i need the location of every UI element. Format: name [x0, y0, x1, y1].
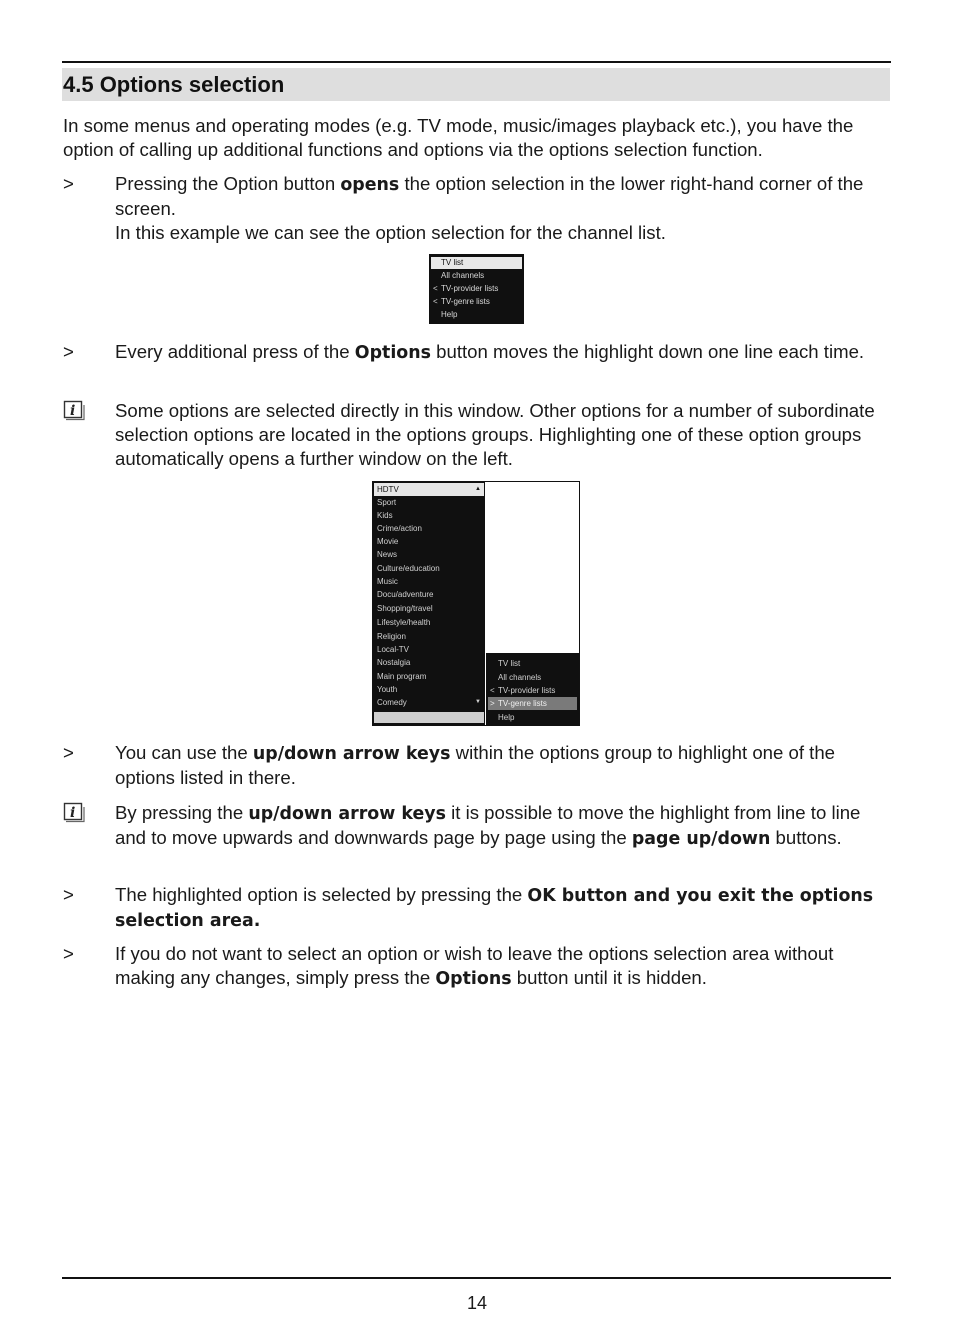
scroll-up-icon: ▲ — [475, 486, 481, 492]
genre-item: Movie — [377, 537, 399, 546]
step-4-bold: OK button and you exit the options selection area. — [115, 886, 874, 931]
page-number: 14 — [466, 1293, 488, 1313]
step-1-text — [115, 172, 891, 245]
step-2-text: Every additional press of the Options button moves the highlight down one line each time. — [115, 341, 865, 363]
step-3-bold: up/down arrow keys — [252, 744, 451, 764]
note-2-bold-2: page up/down — [631, 829, 771, 849]
svg-text:i: i — [70, 805, 76, 821]
note-1-text: Some options are selected directly in this window. Other options for a number of subordinate selection options are located in the options groups. Highlighting one of these option groups automatically opens a further window on the left. — [115, 400, 875, 469]
step-1-line2: In this example we can see the option selection for the channel list. — [115, 222, 666, 243]
chevron-right-icon: > — [490, 699, 495, 708]
genre-item: Crime/action — [377, 524, 422, 533]
step-1-pre: Pressing the Option button — [115, 173, 341, 194]
genre-item: Music — [377, 577, 398, 586]
screen1-item-all-channels: All channels — [441, 271, 485, 280]
step-marker: > — [63, 943, 74, 964]
genre-item: Nostalgia — [377, 658, 411, 667]
screen2-option: TV list — [498, 659, 521, 668]
genre-options-screenshot — [372, 481, 580, 726]
note-2-bold-1: up/down arrow keys — [248, 804, 446, 824]
chevron-left-icon: < — [433, 284, 438, 293]
step-5-bold: Options — [435, 969, 512, 989]
genre-item: Youth — [377, 685, 398, 694]
screen2-option-highlighted: > TV-genre lists — [488, 697, 577, 710]
screen2-option: All channels — [498, 673, 542, 682]
genre-list-footer — [374, 712, 484, 723]
genre-item: News — [377, 550, 398, 559]
step-2-bold: Options — [354, 343, 431, 363]
genre-item: Lifestyle/health — [377, 618, 431, 627]
genre-list-panel — [373, 482, 485, 725]
info-note-icon — [63, 400, 85, 422]
screen1-item-genre-lists: < TV-genre lists — [433, 297, 490, 306]
step-marker: > — [63, 341, 74, 362]
step-5-text: If you do not want to select an option or wish to leave the options selection area without making any changes, simply press the Options button until it is hidden. — [115, 943, 834, 989]
genre-item-hdtv: HDTV ▲ — [374, 483, 484, 496]
genre-item: Local-TV — [377, 645, 410, 654]
genre-item: Kids — [377, 511, 393, 520]
svg-text:i: i — [70, 403, 76, 419]
genre-item: Main program — [377, 672, 427, 681]
genre-item: Culture/education — [377, 564, 440, 573]
note-2-text: By pressing the up/down arrow keys it is possible to move the highlight from line to line and to move upwards and downwards page by page using the page up/down buttons. — [115, 802, 861, 849]
scroll-down-icon: ▼ — [475, 699, 481, 705]
info-note-icon — [63, 802, 85, 824]
step-3-text: You can use the up/down arrow keys within the options group to highlight one of the options listed in there. — [115, 742, 836, 788]
step-1-post: the option selection in the lower right-hand corner of the screen. — [115, 173, 864, 219]
genre-item: Religion — [377, 632, 406, 641]
screen2-option: < TV-provider lists — [490, 686, 556, 695]
genre-item: Sport — [377, 498, 397, 507]
section-title: 4.5 Options selection — [63, 72, 285, 97]
step-marker: > — [63, 173, 74, 194]
genre-item: Comedy ▼ — [377, 698, 481, 707]
options-menu-screenshot — [429, 254, 524, 324]
bottom-rule — [62, 1277, 891, 1279]
step-marker: > — [63, 884, 74, 905]
step-marker: > — [63, 742, 74, 763]
screen2-option: Help — [498, 713, 515, 722]
chevron-left-icon: < — [490, 686, 495, 695]
intro-paragraph: In some menus and operating modes (e.g. TV mode, music/images playback etc.), you have the option of calling up additional functions and options via the options selection function. — [63, 115, 854, 160]
screen1-item-tv-list: TV list — [431, 257, 522, 269]
options-panel — [486, 653, 579, 725]
genre-item: Docu/adventure — [377, 590, 434, 599]
screen1-item-help: Help — [441, 310, 458, 319]
top-rule — [62, 61, 891, 63]
genre-item: Shopping/travel — [377, 604, 433, 613]
step-1-bold: opens — [340, 175, 400, 195]
screen1-item-provider-lists: < TV-provider lists — [433, 284, 499, 293]
chevron-left-icon: < — [433, 297, 438, 306]
step-4-text: The highlighted option is selected by pressing the OK button and you exit the options selection area. — [115, 884, 874, 931]
